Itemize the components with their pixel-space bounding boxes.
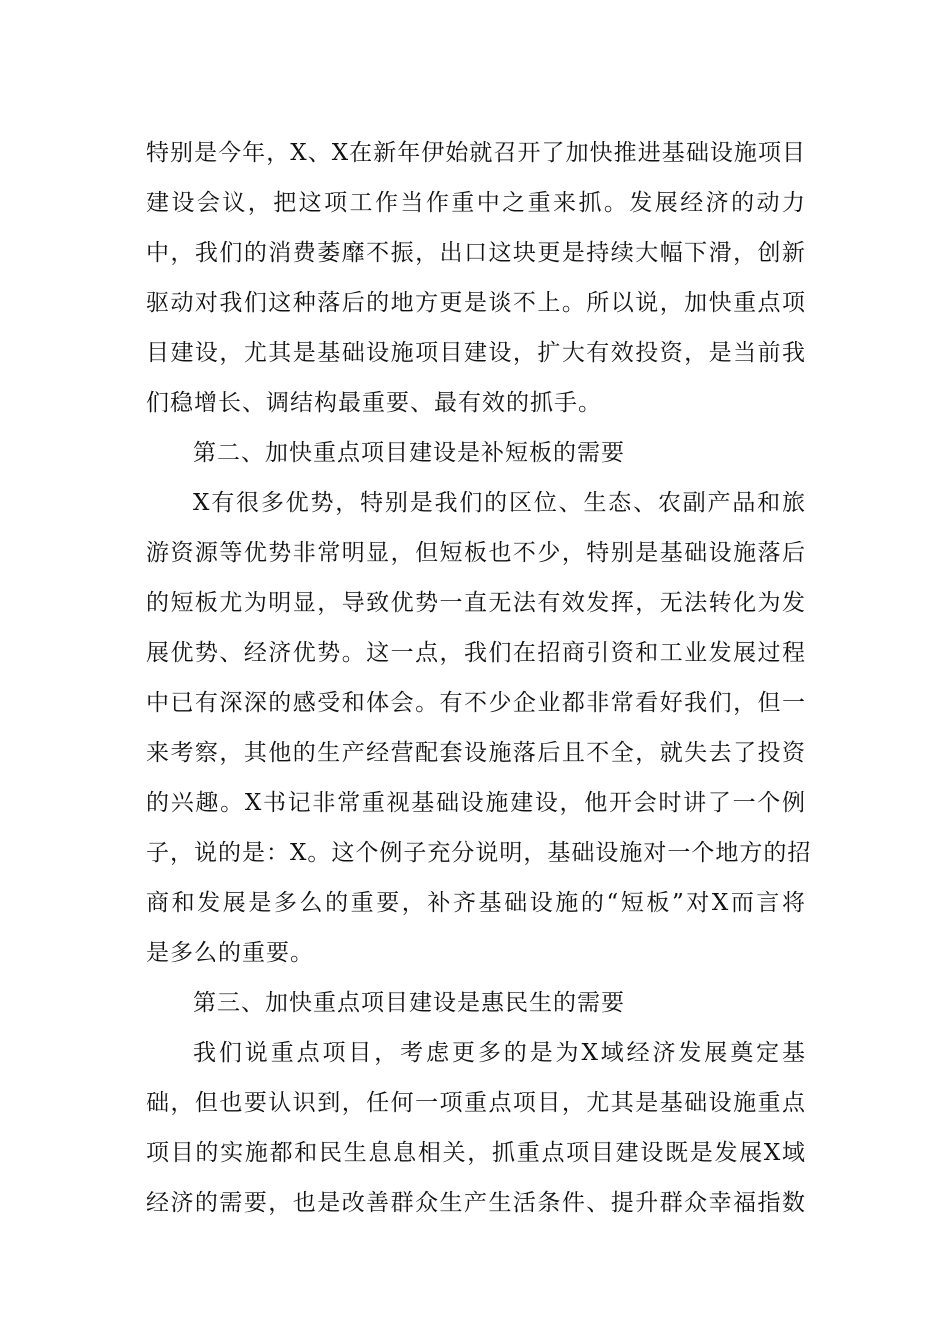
text-line: 是多么的重要。 [146, 940, 314, 966]
paragraph [146, 478, 812, 978]
section-heading [146, 428, 806, 478]
text-line: 子，说的是：X。这个例子充分说明，基础设施对一个地方的招 [146, 840, 812, 866]
text-line: 第三、加快重点项目建设是惠民生的需要 [193, 990, 625, 1016]
text-line: 商和发展是多么的重要，补齐基础设施的“短板”对X而言将 [146, 890, 806, 916]
text-line: 建设会议，把这项工作当作重中之重来抓。发展经济的动力 [146, 190, 806, 216]
document-body [146, 128, 812, 1228]
text-line: 特别是今年，X、X在新年伊始就召开了加快推进基础设施项目 [146, 140, 806, 166]
text-line: 展优势、经济优势。这一点，我们在招商引资和工业发展过程 [146, 640, 806, 666]
text-line: 的短板尤为明显，导致优势一直无法有效发挥，无法转化为发 [146, 590, 806, 616]
text-line: 中已有深深的感受和体会。有不少企业都非常看好我们，但一 [146, 690, 806, 716]
text-line: 项目的实施都和民生息息相关，抓重点项目建设既是发展X域 [146, 1140, 806, 1166]
text-line: X有很多优势，特别是我们的区位、生态、农副产品和旅 [193, 490, 806, 516]
text-line: 我们说重点项目，考虑更多的是为X域经济发展奠定基 [193, 1040, 806, 1066]
text-line: 驱动对我们这种落后的地方更是谈不上。所以说，加快重点项 [146, 290, 806, 316]
text-line: 们稳增长、调结构最重要、最有效的抓手。 [146, 390, 602, 416]
text-line: 第二、加快重点项目建设是补短板的需要 [193, 440, 625, 466]
paragraph [146, 1028, 806, 1228]
paragraph [146, 128, 806, 428]
text-line: 来考察，其他的生产经营配套设施落后且不全，就失去了投资 [146, 740, 806, 766]
text-line: 目建设，尤其是基础设施项目建设，扩大有效投资，是当前我 [146, 340, 806, 366]
text-line: 础，但也要认识到，任何一项重点项目，尤其是基础设施重点 [146, 1090, 806, 1116]
text-line: 经济的需要，也是改善群众生产生活条件、提升群众幸福指数 [146, 1190, 806, 1216]
text-line: 中，我们的消费萎靡不振，出口这块更是持续大幅下滑，创新 [146, 240, 806, 266]
section-heading [146, 978, 806, 1028]
text-line: 的兴趣。X书记非常重视基础设施建设，他开会时讲了一个例 [146, 790, 806, 816]
text-line: 游资源等优势非常明显，但短板也不少，特别是基础设施落后 [146, 540, 806, 566]
